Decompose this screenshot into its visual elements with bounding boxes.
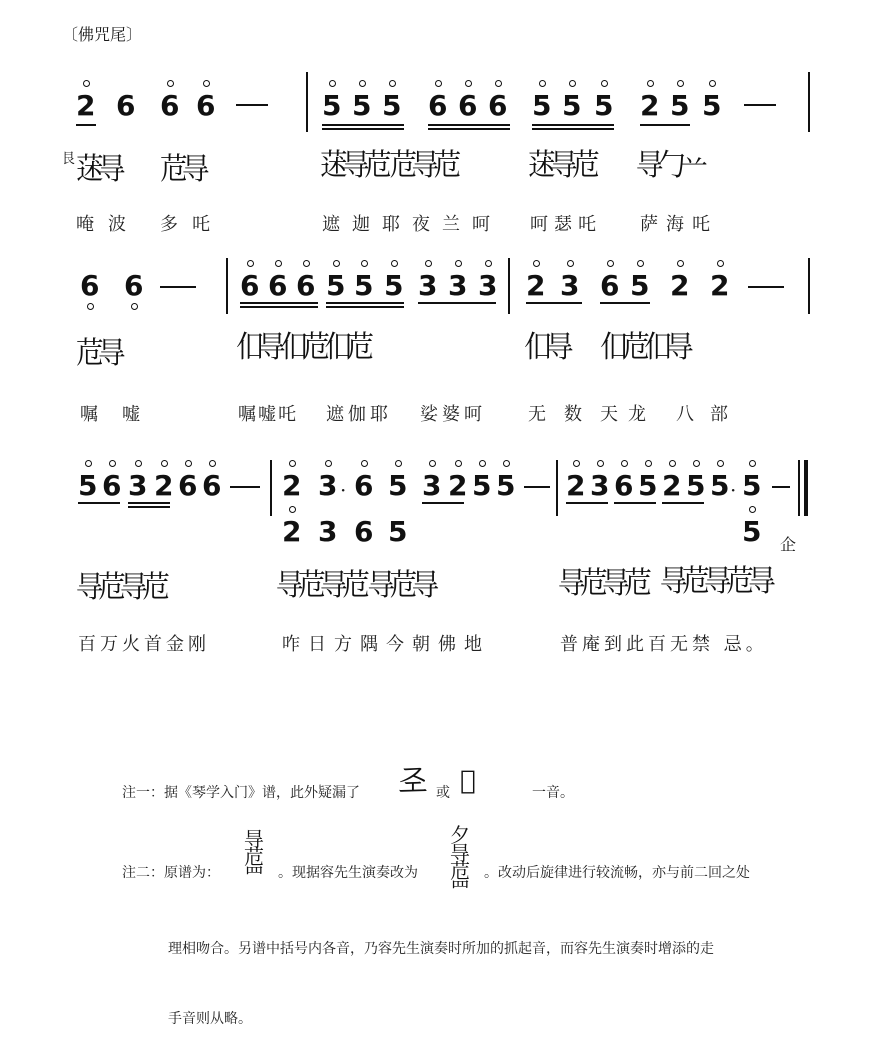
beam [78,502,120,504]
note: 5 [388,515,408,548]
note: 5 [670,89,690,122]
beam [566,502,608,504]
bar-line [556,460,558,516]
dash [748,286,784,288]
dot-mark: · [730,478,737,502]
note: 3 [318,515,338,548]
note: 5 [742,469,762,502]
dot-mark: · [340,478,347,502]
lyric: 无 [528,404,552,425]
footnote-text: 手音则从略。 [168,1011,252,1027]
beam [76,124,96,126]
beam [322,124,404,126]
dash [744,104,776,106]
tab-glyph: 㝵苊㝵苊 㝵苊㝵 [276,568,434,603]
lyric: 唵波 [76,214,140,235]
dash [524,486,550,488]
bar-line [306,72,308,132]
lyric: 呵瑟吒 [530,214,602,235]
note: 3 [422,469,442,502]
tab-glyph: 㐰苊㐰㝵 [600,330,689,365]
note: 2 [282,469,302,502]
note: 5 [472,469,492,502]
note: 6 [296,269,316,302]
tab-glyph: 蒁㝵苊 [528,148,595,183]
dash [230,486,260,488]
tab-glyph: 㐰㝵 [524,330,569,365]
bar-line [226,258,228,314]
beam [240,306,318,308]
note: 5 [638,469,658,502]
note: 6 [428,89,448,122]
lyric: 遮伽耶 [326,404,392,425]
note: 3 [478,269,498,302]
bar-line [798,460,800,516]
note: 6 [354,515,374,548]
note: 6 [160,89,180,122]
dash [772,486,790,488]
beam [532,128,614,130]
note: 3 [318,469,338,502]
tab-glyph: 㝵苊㝵苊 [558,566,647,601]
bar-line [270,460,272,516]
beam [128,506,170,508]
note: 5 [352,89,372,122]
footnote-text: 理相吻合。另谱中括号内各音，乃容先生演奏时所加的抓起音，而容先生演奏时增添的走 [168,941,714,957]
dash [160,286,196,288]
beam [326,302,404,304]
beam [428,124,510,126]
tab-glyph: 苊㝵 [76,336,121,371]
tab-glyph: 蒁㝵 [76,152,121,187]
beam [322,128,404,130]
note: 6 [268,269,288,302]
note: 5 [326,269,346,302]
beam [418,302,496,304]
lyric: 多吒 [160,214,224,235]
final-bar-line [804,460,808,516]
bar-line [508,258,510,314]
lyric: 数 [564,404,588,425]
note: 6 [614,469,634,502]
tab-glyph: 苊㝵 [160,152,205,187]
beam [422,502,464,504]
note: 6 [80,269,100,302]
note: 2 [670,269,690,302]
note: 2 [640,89,660,122]
tab-mark: ⾉ [62,151,70,167]
footnote-text: 注二：原谱为： [122,865,220,881]
beam [662,502,704,504]
note: 6 [196,89,216,122]
footnote-text: 一音。 [532,785,574,801]
lyric: 遮迦耶夜兰呵 [322,214,502,235]
note: 3 [128,469,148,502]
beam [326,306,404,308]
note: 5 [322,89,342,122]
note: 5 [496,469,516,502]
note: 3 [418,269,438,302]
lyric: 嘘 [122,404,146,425]
note: 2 [662,469,682,502]
end-mark: 企 [780,535,797,554]
bar-line [808,72,810,132]
beam [128,502,170,504]
note: 6 [116,89,136,122]
note: 5 [78,469,98,502]
tab-glyph-stack: 㝵 苊 罒 [244,827,264,887]
note: 6 [488,89,508,122]
beam [600,302,650,304]
note: 5 [702,89,722,122]
lyric: 部 [710,404,734,425]
note: 5 [710,469,730,502]
tab-glyph: 蒁㝵苊 苊㝵苊 [320,148,456,183]
note: 2 [76,89,96,122]
dash [236,104,268,106]
footnote-text: 注一：据《琴学入门》谱，此外疑漏了 [122,785,360,801]
note: 2 [526,269,546,302]
lyric: 普庵到此百无禁 忌。 [560,634,768,655]
tab-glyph: 㝵苊㝵苊 [76,570,165,605]
note: 2 [154,469,174,502]
beam [640,124,690,126]
note: 2 [566,469,586,502]
lyric: 嘱 [80,404,104,425]
note: 6 [354,469,374,502]
note: 2 [448,469,468,502]
note: 5 [382,89,402,122]
tab-glyph: 㐰㝵㐰苊㐰苊 [236,330,369,365]
note: 3 [560,269,580,302]
beam [532,124,614,126]
tab-glyph: 㝵勹䒑 [636,148,703,183]
note: 3 [590,469,610,502]
note: 6 [102,469,122,502]
beam [526,302,582,304]
note: 5 [562,89,582,122]
note: 5 [388,469,408,502]
note: 5 [742,515,762,548]
tab-glyph: 㝵苊㝵苊㝵 [660,564,771,599]
tab-glyph: 𦊬 [460,766,476,796]
note: 6 [600,269,620,302]
note: 6 [240,269,260,302]
footnote-text: 或 [436,785,450,801]
beam [428,128,510,130]
note: 2 [282,515,302,548]
note: 2 [710,269,730,302]
lyric: 萨海吒 [640,214,718,235]
note: 5 [630,269,650,302]
note: 3 [448,269,468,302]
note: 6 [124,269,144,302]
bar-line [808,258,810,314]
footnote-text: 。改动后旋律进行较流畅，亦与前二回之处 [484,865,750,881]
lyric: 八 [676,404,700,425]
lyric: 嘱嘘吒 [238,404,298,425]
section-label: 〔佛咒尾〕 [62,25,143,44]
lyric: 咋日方隅今朝佛地 [282,634,490,655]
note: 6 [458,89,478,122]
lyric: 百万火首金刚 [78,634,210,655]
note: 6 [202,469,222,502]
note: 6 [178,469,198,502]
footnote-text: 。现据容先生演奏改为 [278,865,418,881]
tab-glyph-stack: 夕 㝵 苊 罒 [450,823,470,901]
tab-glyph: 𢀖 [398,763,428,798]
beam [614,502,656,504]
lyric: 天龙 [600,404,656,425]
note: 5 [384,269,404,302]
note: 5 [354,269,374,302]
beam [240,302,318,304]
lyric: 娑婆呵 [420,404,486,425]
note: 5 [532,89,552,122]
note: 5 [594,89,614,122]
note: 5 [686,469,706,502]
